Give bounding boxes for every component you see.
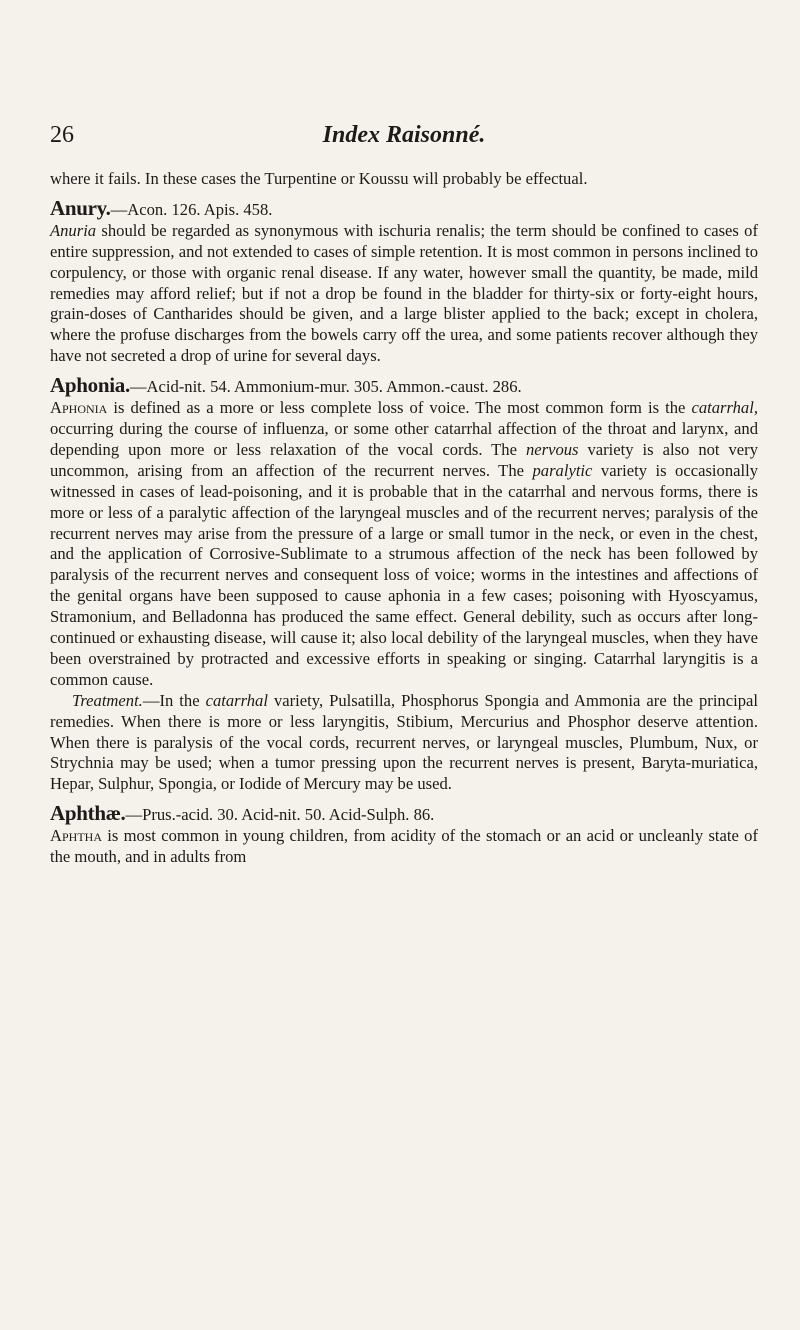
aphthae-remedies: —Prus.-acid. 30. Acid-nit. 50. Acid-Sulph. 86.	[125, 805, 435, 825]
aphthae-term: Aphtha	[50, 826, 102, 846]
anury-entry-heading	[50, 195, 758, 221]
aphonia-text-1: is defined as a more or less complete loss of voice. The most common form is the	[107, 398, 692, 418]
anury-heading: Anury.	[50, 195, 111, 220]
body-text	[50, 169, 758, 868]
aphthae-heading: Aphthæ.	[50, 801, 126, 826]
intro-paragraph: where it fails. In these cases the Turpentine or Koussu will probably be effectual.	[50, 169, 588, 188]
aphonia-text-2: occurring during the course of influenza, or some other catarrhal affection of the throat and larynx, and depending upon more or less relaxation of the vocal cords. The	[50, 418, 758, 459]
aphonia-italic-3: paralytic	[532, 460, 593, 480]
anury-remedies: —Acon. 126. Apis. 458.	[110, 199, 273, 219]
treatment-label: Treatment.	[72, 690, 143, 710]
aphonia-paragraph	[50, 398, 758, 691]
aphonia-italic-2: nervous	[525, 439, 579, 459]
aphonia-heading: Aphonia.	[50, 373, 130, 398]
aphonia-text-5: —In the	[142, 690, 206, 710]
aphonia-text-3: variety is also not very uncommon, arising from an affection of the recurrent nerves. The	[50, 439, 758, 480]
aphthae-paragraph	[50, 826, 758, 868]
aphonia-term: Aphonia	[50, 398, 108, 418]
anury-paragraph	[50, 221, 758, 367]
anury-text: should be regarded as synonymous with ischuria renalis; the term should be confined to cases of entire suppression, and not extended to cases of simple retention. It is most common in persons inclined to corpulency, or those with organic renal disease. If any water, however small the quantity, be made, mild remedies may afford relief; but if not a drop be found in the bladder for thirty-six or forty-eight hours, grain-doses of Cantharides should be given, and a large blister applied to the back; except in cholera, where the profuse discharges from the bowels carry off the urea, and some patients recover although they have not secreted a drop of urine for several days.	[50, 220, 758, 366]
aphonia-text-6: variety, Pulsatilla, Phosphorus Spongia and Ammonia are the principal remedies. When there is more or less laryngitis, Stibium, Mercurius and Phosphor deserve attention. When there is paralysis of the vocal cords, recurrent nerves, or laryngeal muscles, Plumbum, Nux, or Strychnia may be used; when a tumor pressing upon the recurrent nerves is present, Baryta-muriatica, Hepar, Sulphur, Spongia, or Iodide of Mercury may be used.	[50, 690, 758, 794]
aphonia-italic-4: catarrhal	[205, 690, 268, 710]
running-title: Index Raisonné.	[322, 122, 486, 148]
aphonia-treatment-paragraph	[50, 691, 758, 796]
page-header	[50, 122, 758, 156]
anury-term: Anuria	[50, 220, 97, 240]
aphonia-remedies: —Acid-nit. 54. Ammonium-mur. 305. Ammon.-caust. 286.	[129, 377, 522, 397]
aphthae-text: is most common in young children, from acidity of the stomach or an acid or uncleanly state of the mouth, and in adults from	[50, 826, 758, 867]
aphonia-italic-1: catarrhal,	[691, 398, 758, 418]
page-number: 26	[50, 122, 74, 148]
aphonia-text-4: variety is occasionally witnessed in cases of lead-poisoning, and it is probable that in the catarrhal and nervous forms, there is more or less of a paralytic affection of the laryngeal muscles and of the recurrent nerves; paralysis of the recurrent nerves may arise from the pressure of a large or small tumor in the neck, or even in the chest, and the application of Corrosive-Sublimate to a strumous affection of the neck has been followed by paralysis of the recurrent nerves and consequent loss of voice; worms in the intestines and affections of the genital organs have been supposed to cause aphonia in a few cases; poisoning with Hyoscyamus, Stramonium, and Belladonna has produced the same effect. General debility, such as occurs after long-continued or exhausting disease, will cause it; also local debility of the laryngeal muscles, when they have been overstrained by protracted and excessive efforts in speaking or singing. Catarrhal laryngitis is a common cause.	[50, 460, 758, 689]
aphonia-entry-heading	[50, 375, 758, 398]
aphthae-entry-heading	[50, 803, 758, 826]
